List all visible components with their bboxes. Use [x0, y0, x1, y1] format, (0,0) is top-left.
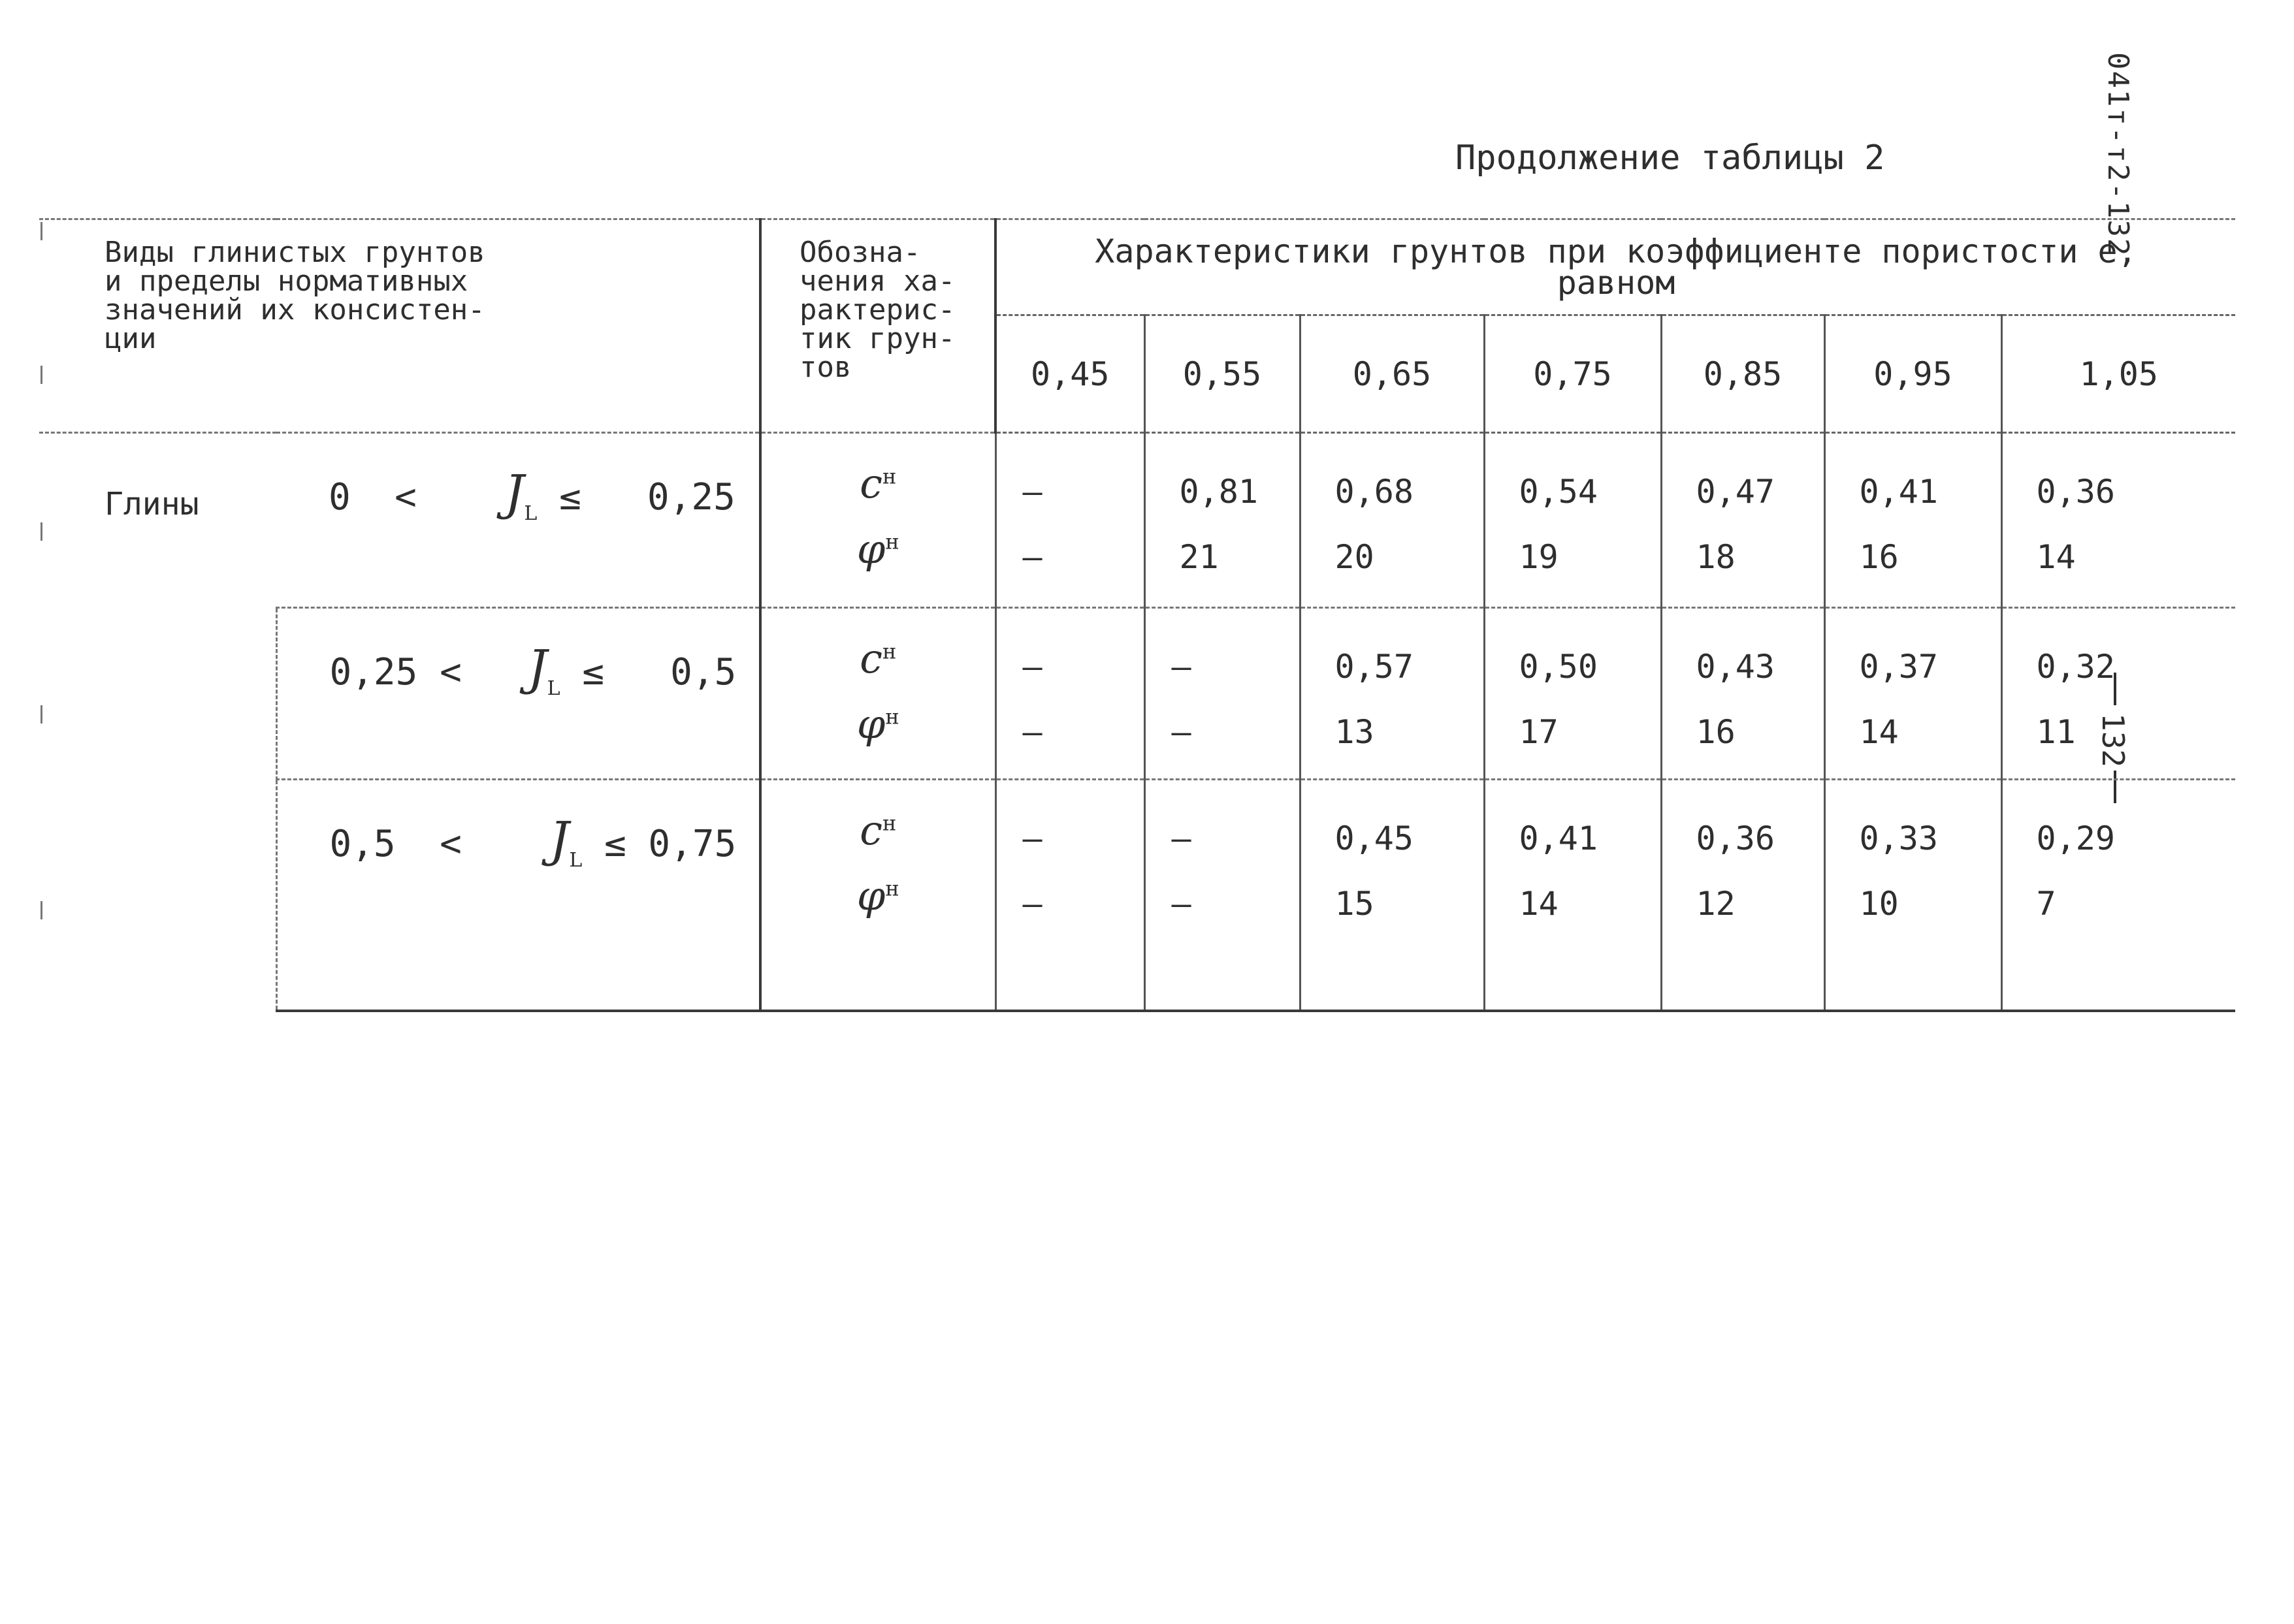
friction-angle-value: 17 — [1519, 713, 1559, 751]
value-cell — [1300, 608, 1484, 780]
header-porosity-value: 0,95 — [1824, 315, 2001, 433]
consistency-range — [276, 780, 760, 1011]
range-less-than: < — [395, 476, 417, 518]
friction-angle-value: 11 — [2036, 713, 2076, 751]
notation-cell — [760, 780, 995, 1011]
friction-angle-value: 16 — [1696, 713, 1736, 751]
friction-angle-value: – — [1171, 713, 1191, 751]
liquidity-index-letter: J — [527, 640, 547, 696]
value-cell — [1144, 433, 1300, 608]
friction-angle-value: 20 — [1334, 538, 1374, 576]
friction-angle-value: – — [1022, 538, 1042, 576]
friction-angle-value: 19 — [1519, 538, 1559, 576]
range-less-equal: ≤ — [582, 651, 604, 693]
header-porosity-value: 0,85 — [1661, 315, 1824, 433]
liquidity-index-symbol — [549, 812, 583, 872]
liquidity-index-letter: J — [504, 465, 525, 521]
range-less-than: < — [440, 651, 462, 693]
header-characteristics — [995, 219, 2235, 315]
cohesion-value: 0,57 — [1334, 648, 1414, 686]
value-cell — [1300, 780, 1484, 1011]
table-row — [39, 433, 2235, 608]
friction-angle-value: 16 — [1859, 538, 1899, 576]
friction-angle-symbol: φ — [856, 700, 886, 748]
range-lower: 0 — [329, 476, 351, 518]
range-upper: 0,25 — [647, 476, 735, 518]
cohesion-symbol: c — [860, 635, 882, 682]
header-porosity-value: 0,55 — [1144, 315, 1300, 433]
cohesion-value: 0,54 — [1519, 473, 1598, 511]
value-cell — [1824, 608, 2001, 780]
value-cell — [1824, 433, 2001, 608]
cohesion-value: 0,41 — [1519, 820, 1598, 857]
liquidity-index-symbol — [527, 640, 560, 700]
friction-angle-value: 13 — [1334, 713, 1374, 751]
friction-angle-value: 14 — [1519, 885, 1559, 923]
notation-cell — [760, 608, 995, 780]
value-cell — [1300, 433, 1484, 608]
consistency-range — [276, 608, 760, 780]
value-cell — [1144, 608, 1300, 780]
value-cell — [1824, 780, 2001, 1011]
header-soil-type: Виды глинистых грунтов и пределы нормативных значений их консистен- ции — [39, 219, 760, 433]
cohesion-value: 0,43 — [1696, 648, 1775, 686]
cohesion-value: 0,29 — [2036, 820, 2115, 857]
value-cell — [2001, 433, 2235, 608]
friction-angle-superscript: н — [885, 529, 899, 554]
cohesion-value: – — [1171, 820, 1191, 857]
cohesion-value: 0,68 — [1334, 473, 1414, 511]
cohesion-value: – — [1022, 473, 1042, 511]
range-less-equal: ≤ — [559, 476, 581, 518]
cohesion-superscript: н — [882, 810, 897, 836]
consistency-range — [276, 433, 760, 608]
value-cell — [1661, 780, 1824, 1011]
cohesion-value: 0,37 — [1859, 648, 1938, 686]
value-cell — [995, 780, 1144, 1011]
range-less-equal: ≤ — [604, 823, 626, 865]
cohesion-value: – — [1171, 648, 1191, 686]
friction-angle-superscript: н — [885, 704, 899, 729]
friction-angle-value: – — [1171, 885, 1191, 923]
friction-angle-value: 14 — [1859, 713, 1899, 751]
cohesion-value: 0,32 — [2036, 648, 2115, 686]
header-porosity-value: 0,75 — [1484, 315, 1661, 433]
value-cell — [1144, 780, 1300, 1011]
value-cell — [995, 608, 1144, 780]
table-row — [39, 608, 2235, 780]
friction-angle-value: 18 — [1696, 538, 1736, 576]
value-cell — [2001, 608, 2235, 780]
friction-angle-value: – — [1022, 713, 1042, 751]
document-code: 041т-т2-132 — [2101, 52, 2135, 257]
soil-name-cell — [39, 433, 276, 1011]
cohesion-value: – — [1022, 648, 1042, 686]
friction-angle-value: 15 — [1334, 885, 1374, 923]
friction-angle-superscript: н — [885, 876, 899, 901]
header-porosity-value: 1,05 — [2001, 315, 2235, 433]
cohesion-value: 0,41 — [1859, 473, 1938, 511]
value-cell — [1484, 608, 1661, 780]
friction-angle-value: 10 — [1859, 885, 1899, 923]
header-notation: Обозна- чения ха- рактерис- тик грун- тов — [760, 219, 995, 433]
range-lower: 0,25 — [329, 651, 418, 693]
friction-angle-value: 14 — [2036, 538, 2076, 576]
value-cell — [995, 433, 1144, 608]
range-upper: 0,75 — [648, 823, 737, 865]
value-cell — [1661, 608, 1824, 780]
friction-angle-value: 21 — [1179, 538, 1219, 576]
liquidity-index-subscript: L — [547, 677, 560, 700]
cohesion-value: 0,33 — [1859, 820, 1938, 857]
table-continuation-caption: Продолжение таблицы 2 — [1455, 138, 1885, 178]
cohesion-value: – — [1022, 820, 1042, 857]
value-cell — [1484, 780, 1661, 1011]
soil-characteristics-table — [39, 218, 2235, 1012]
soil-name: Глины — [105, 486, 199, 522]
range-lower: 0,5 — [329, 823, 396, 865]
value-cell — [1661, 433, 1824, 608]
liquidity-index-symbol — [504, 465, 538, 525]
friction-angle-symbol: φ — [856, 525, 886, 573]
notation-cell — [760, 433, 995, 608]
cohesion-value: 0,36 — [1696, 820, 1775, 857]
cohesion-value: 0,47 — [1696, 473, 1775, 511]
range-upper: 0,5 — [670, 651, 737, 693]
page-number-text: 132 — [2095, 713, 2131, 768]
cohesion-superscript: н — [882, 639, 897, 664]
cohesion-value: 0,36 — [2036, 473, 2115, 511]
header-porosity-value: 0,65 — [1300, 315, 1484, 433]
friction-angle-value: – — [1022, 885, 1042, 923]
header-porosity-value: 0,45 — [995, 315, 1144, 433]
cohesion-value: 0,45 — [1334, 820, 1414, 857]
range-less-than: < — [440, 823, 462, 865]
header-characteristics-text: Характеристики грунтов при коэффициенте пористости e, равном — [1095, 232, 2137, 302]
liquidity-index-subscript: L — [524, 502, 538, 525]
friction-angle-value: 12 — [1696, 885, 1736, 923]
cohesion-symbol: c — [860, 460, 882, 507]
cohesion-value: 0,81 — [1179, 473, 1258, 511]
table-row — [39, 780, 2235, 1011]
friction-angle-symbol: φ — [856, 872, 886, 919]
liquidity-index-subscript: L — [569, 848, 583, 872]
value-cell — [2001, 780, 2235, 1011]
value-cell — [1484, 433, 1661, 608]
cohesion-superscript: н — [882, 464, 897, 489]
cohesion-symbol: c — [860, 806, 882, 854]
liquidity-index-letter: J — [549, 812, 570, 868]
friction-angle-value: 7 — [2036, 885, 2056, 923]
cohesion-value: 0,50 — [1519, 648, 1598, 686]
